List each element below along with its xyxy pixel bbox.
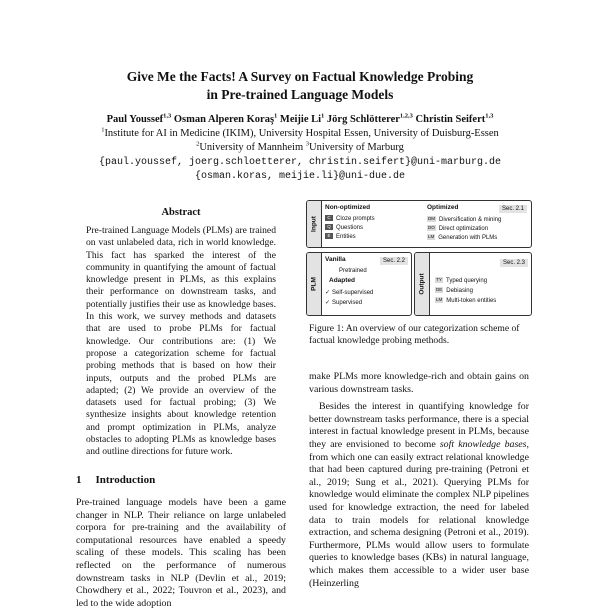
author-affiliation-mark: 1	[274, 112, 278, 120]
abstract-text: Pre-trained Language Models (PLMs) are trained on vast unlabeled data, rich in world knowledge. This fact has sparked the interest of the community in quantifying the amount of factual knowledge present in PLMs, as this explains their performance on downstream tasks, and potentially justifies their use as knowledge bases. In this work, we survey methods and datasets that are used to probe PLMs for factual knowledge. Our contributions are: (1) We propose a categorization scheme for factual probing methods that is based on how their inputs, outputs and the probed PLMs are adapted; (2) We provide an overview of the datasets used for factual probing; (3) We synthesize insights about knowledge retention and prompt optimization in PLMs, analyze obstacles to adopting PLMs as knowledge bases and outline directions for future work.	[86, 225, 276, 458]
figure-chip: DM	[428, 216, 435, 222]
figure-output-item: TY Typed querying	[436, 277, 488, 284]
figure-input-item: Q Questions	[325, 224, 363, 232]
paragraph: make PLMs more knowledge-rich and obtain gains on various downstream tasks.	[309, 371, 529, 395]
figure-section-badge: Sec. 2.1	[499, 205, 527, 213]
author-affiliation-mark: 1,2,3	[399, 112, 413, 120]
figure-chip: C	[325, 215, 333, 221]
abstract-heading: Abstract	[161, 207, 201, 218]
right-column-text	[309, 371, 529, 590]
check-icon: ✓	[325, 290, 331, 296]
figure-section-badge: Sec. 2.2	[380, 257, 408, 265]
figure-chip: E	[325, 233, 333, 239]
paper-title-line-1: Give Me the Facts! A Survey on Factual Knowledge Probing	[126, 69, 474, 84]
figure-output-label: Output	[415, 253, 430, 315]
affiliation-line-1	[0, 127, 600, 141]
author-name: Paul Youssef	[106, 114, 164, 125]
author-name: Jörg Schlötterer	[326, 114, 400, 125]
author-name: Osman Alperen Koraş	[173, 114, 275, 125]
figure-input-item: C Cloze prompts	[325, 215, 375, 223]
affiliation-text: University of Mannheim	[199, 142, 306, 153]
figure-optimized-heading: Optimized	[427, 204, 459, 211]
figure-section-badge: Sec. 2.3	[500, 259, 528, 267]
email-line-2: {osman.koras, meijie.li}@uni-due.de	[194, 171, 406, 182]
author-affiliation-mark: 1,3	[485, 112, 494, 120]
affiliation-line-2	[0, 141, 600, 155]
figure-output-box	[414, 252, 532, 316]
section-number: 1	[76, 474, 82, 486]
author-name: Meijie Li	[279, 114, 322, 125]
figure-chip: LM	[428, 234, 435, 240]
section-title: Introduction	[95, 474, 156, 486]
figure-plm-pretrained: Pretrained	[339, 268, 367, 274]
figure-chip: LM	[436, 297, 443, 303]
author-affiliation-mark: 1	[321, 112, 325, 120]
author-list	[0, 113, 600, 127]
figure-input-item: E Entities	[325, 233, 356, 241]
figure-plm-item: ✓ Self-supervised	[325, 290, 374, 296]
affiliation-mark: 2	[196, 140, 200, 148]
figure-caption: Figure 1: An overview of our categorization scheme of factual knowledge probing methods.	[309, 323, 520, 347]
figure-plm-label: PLM	[307, 253, 322, 315]
figure-adapted-heading: Adapted	[329, 277, 355, 284]
figure-output-item: DE Debiasing	[436, 287, 473, 294]
paragraph: Besides the interest in quantifying knowledge for better downstream tasks performance, there is a special interest in factual knowledge present in PLMs, because they are envisioned to become soft knowledge bases, from which one can easily extract relational knowledge that had been captured during pre-training (Petroni et al., 2019; Sung et al., 2021). Querying PLMs for knowledge would eliminate the complex NLP pipelines used for knowledge extraction, the need for labeled data to train models for relational knowledge extraction, and schema designing (Petroni et al., 2019). Furthermore, PLMs would allow users to formulate queries to knowledge bases (KBs) in natural language, which makes them accessible to a wider user base (Heinzerling	[309, 401, 529, 589]
author-name: Christin Seifert	[415, 114, 486, 125]
affiliation-text: University of Marburg	[309, 142, 404, 153]
figure-non-optimized-heading: Non-optimized	[325, 204, 371, 211]
author-affiliation-mark: 1,3	[163, 112, 172, 120]
paper-title-line-2: in Pre-trained Language Models	[206, 87, 394, 102]
affiliation-mark: 1	[101, 126, 105, 134]
affiliation-text: Institute for AI in Medicine (IKIM), University Hospital Essen, University of Duisburg-Essen	[104, 128, 499, 139]
figure-output-item: LM Multi-token entities	[436, 297, 497, 304]
affiliation-mark: 3	[305, 140, 310, 148]
figure-plm-item: ✓ Supervised	[325, 300, 363, 306]
figure-categorization-scheme	[306, 200, 532, 316]
figure-chip: DE	[436, 287, 443, 293]
introduction-text: Pre-trained language models have been a game changer in NLP. Their reliance on large unlabeled corpora for pre-training and the availability of computational resources have enabled a speedy scaling of these models. This scaling has been reflected on the performance of numerous downstream tasks in NLP (Devlin et al., 2019; Chowdhery et al., 2022; Touvron et al., 2023), and led to the wide adoption	[76, 497, 286, 609]
figure-input-item: DM Diversification & mining	[428, 216, 502, 223]
figure-input-label: Input	[307, 201, 322, 247]
figure-chip: DO	[428, 225, 435, 231]
figure-chip: TY	[436, 277, 442, 283]
email-line-1: {paul.youssef, joerg.schloetterer, christin.seifert}@uni-marburg.de	[98, 157, 502, 168]
emphasis-text: soft knowledge bases	[439, 438, 527, 450]
figure-input-item: LM Generation with PLMs	[428, 234, 498, 241]
figure-chip: Q	[325, 224, 333, 230]
figure-vanilla-heading: Vanilla	[325, 256, 346, 263]
figure-input-box	[306, 200, 532, 248]
check-icon: ✓	[325, 300, 331, 306]
figure-input-item: DO Direct optimization	[428, 225, 489, 232]
section-heading-introduction	[76, 474, 155, 486]
figure-plm-box	[306, 252, 412, 316]
